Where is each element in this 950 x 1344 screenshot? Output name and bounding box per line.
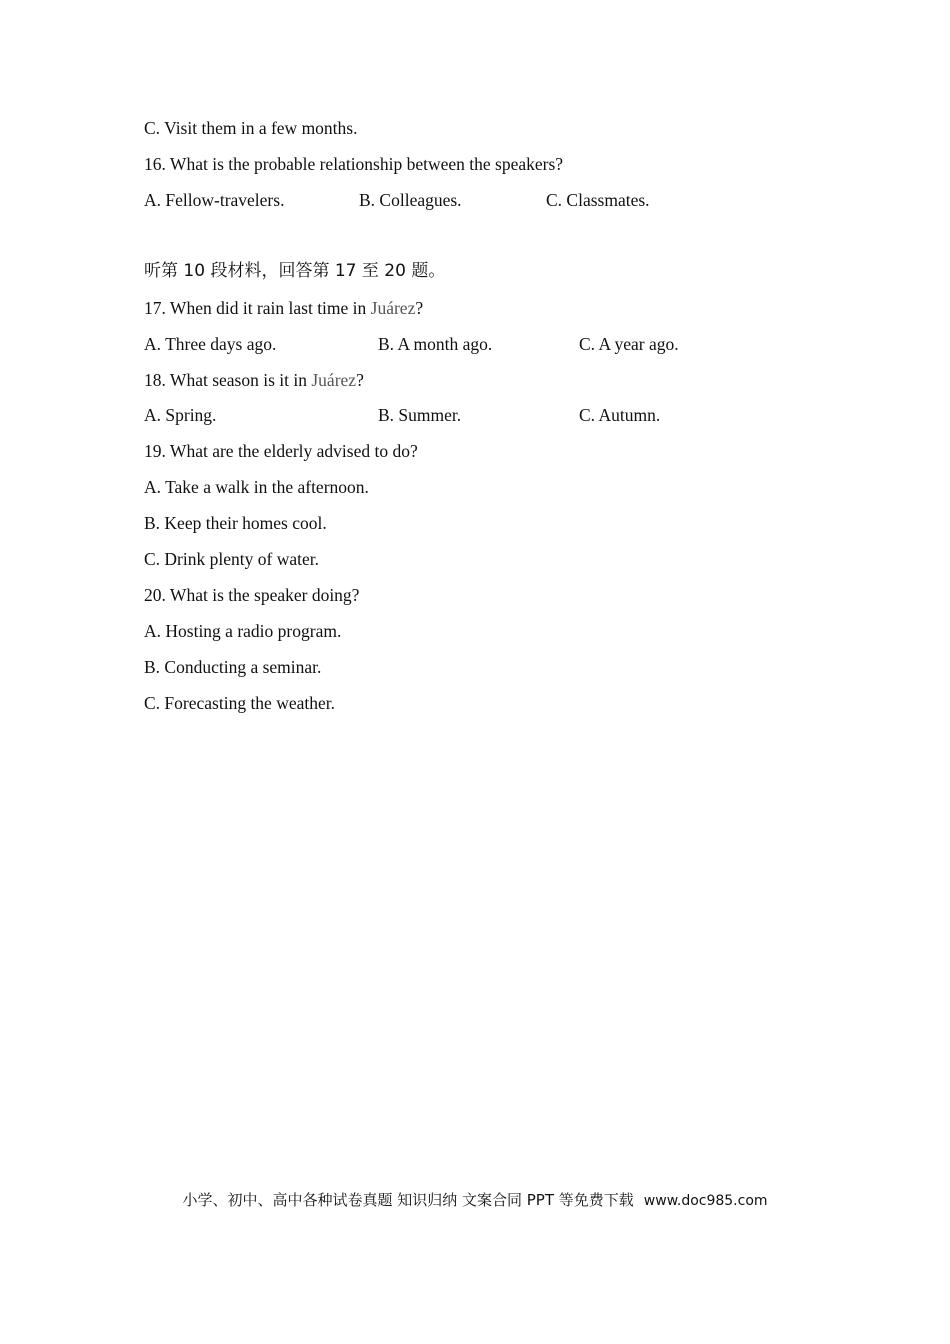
q18-question bbox=[144, 369, 364, 391]
footer-url[interactable]: www.doc985.com bbox=[643, 1193, 768, 1209]
q16-question: 16. What is the probable relationship between the speakers? bbox=[144, 154, 564, 174]
q17-option-c: C. A year ago. bbox=[579, 334, 679, 354]
q16-option-b: B. Colleagues. bbox=[359, 190, 462, 210]
q17-option-b: B. A month ago. bbox=[378, 334, 493, 354]
q20-question: 20. What is the speaker doing? bbox=[144, 585, 360, 605]
q20-option-c: C. Forecasting the weather. bbox=[144, 693, 335, 713]
q19-question: 19. What are the elderly advised to do? bbox=[144, 441, 418, 461]
q16-option-c: C. Classmates. bbox=[546, 190, 650, 210]
q20-option-b: B. Conducting a seminar. bbox=[144, 657, 322, 677]
q17-question-suffix: ? bbox=[415, 298, 424, 318]
section-heading: 听第 10 段材料，回答第 17 至 20 题。 bbox=[144, 261, 446, 281]
q20-option-a: A. Hosting a radio program. bbox=[144, 621, 342, 641]
q17-place: Juárez bbox=[370, 298, 416, 318]
q19-option-c: C. Drink plenty of water. bbox=[144, 549, 319, 569]
q18-place: Juárez bbox=[311, 370, 357, 390]
q17-option-a: A. Three days ago. bbox=[144, 334, 277, 354]
q18-question-suffix: ? bbox=[356, 370, 364, 390]
q18-question-prefix: 18. What season is it in bbox=[144, 370, 312, 390]
q19-option-a: A. Take a walk in the afternoon. bbox=[144, 477, 369, 497]
q17-question bbox=[144, 297, 423, 319]
q19-option-b: B. Keep their homes cool. bbox=[144, 513, 327, 533]
footer-text: 小学、初中、高中各种试卷真题 知识归纳 文案合同 PPT 等免费下载 bbox=[182, 1191, 634, 1209]
q18-option-c: C. Autumn. bbox=[579, 405, 661, 425]
q15-option-c: C. Visit them in a few months. bbox=[144, 118, 358, 138]
page-footer bbox=[0, 1189, 950, 1210]
q17-question-prefix: 17. When did it rain last time in bbox=[144, 298, 371, 318]
q18-option-b: B. Summer. bbox=[378, 405, 462, 425]
q16-option-a: A. Fellow-travelers. bbox=[144, 190, 285, 210]
q18-option-a: A. Spring. bbox=[144, 405, 217, 425]
